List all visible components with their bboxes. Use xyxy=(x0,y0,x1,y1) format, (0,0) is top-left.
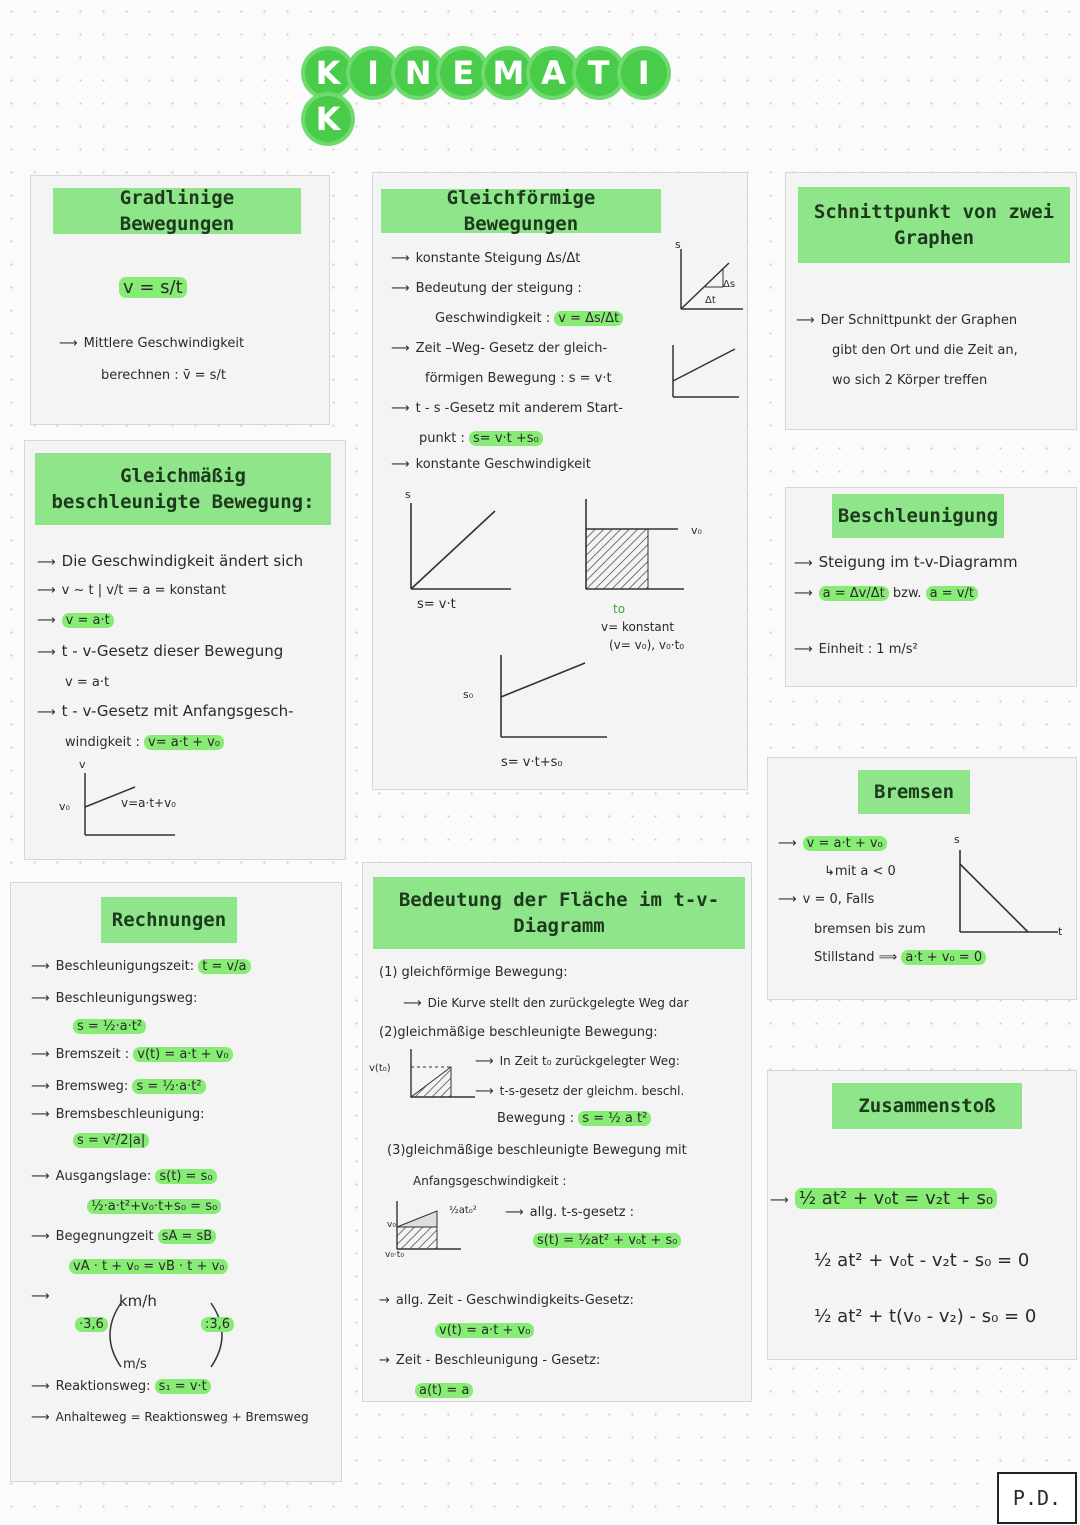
note-line: Bewegung : s = ½ a t² xyxy=(497,1109,651,1129)
note-line: ⟶ Zeit –Weg- Gesetz der gleich- xyxy=(391,341,608,356)
note-line: Anfangsgeschwindigkeit : xyxy=(413,1174,567,1188)
card-schnittpunkt xyxy=(785,172,1077,430)
title-letter: T xyxy=(576,50,622,96)
graph-braking xyxy=(954,846,1064,936)
note-line: Geschwindigkeit : v = Δs/Δt xyxy=(435,309,623,329)
note-line: (1) gleichförmige Bewegung: xyxy=(379,965,568,980)
note-line: ⟶ Die Kurve stellt den zurückgelegte Weg dar xyxy=(403,996,689,1011)
note-line: ⟶ v = a·t xyxy=(37,611,114,631)
note-line: ⟶ Bremsweg: s = ½·a·t² xyxy=(31,1077,206,1097)
graph-v-t-area xyxy=(578,495,688,595)
note-line: ⟶ Ausgangslage: s(t) = s₀ xyxy=(31,1167,217,1187)
axis-label: v₀ xyxy=(59,800,70,813)
note-line: ⟶ konstante Geschwindigkeit xyxy=(391,457,591,472)
graph-caption: s= v·t+s₀ xyxy=(501,755,563,770)
axis-label: Δt xyxy=(705,295,716,306)
card-zusammenstoss xyxy=(767,1070,1077,1360)
note-line: s = ½·a·t² xyxy=(73,1017,146,1037)
unit-label: :3,6 xyxy=(201,1315,234,1335)
card-header: Bremsen xyxy=(858,770,970,814)
card-bremsen xyxy=(767,757,1077,1000)
note-line: a(t) = a xyxy=(415,1381,473,1401)
note-line: windigkeit : v= a·t + v₀ xyxy=(65,733,224,753)
card-header: Gradlinige Bewegungen xyxy=(53,188,301,234)
note-line: Stillstand ⟹ a·t + v₀ = 0 xyxy=(814,948,986,968)
axis-label: v₀ xyxy=(691,524,702,537)
card-header: Beschleunigung xyxy=(832,494,1004,538)
axis-label: s xyxy=(954,833,960,846)
note-line: s = v²/2|a| xyxy=(73,1131,149,1151)
card-header: Zusammenstoß xyxy=(832,1083,1022,1129)
graph-area-accelerated xyxy=(407,1045,477,1101)
note-line: (3)gleichmäßige beschleunigte Bewegung mit xyxy=(387,1143,687,1158)
axis-label: v(t₀) xyxy=(369,1063,391,1074)
note-line: berechnen : v̄ = s/t xyxy=(101,368,226,383)
graph-caption: to xyxy=(613,602,626,616)
note-line: ⟶ a = Δv/Δt bzw. a = v/t xyxy=(794,584,978,604)
card-gleichmaessig-beschleunigt xyxy=(24,440,346,860)
note-line: ⟶ Bremszeit : v(t) = a·t + v₀ xyxy=(31,1045,233,1065)
unit-label: km/h xyxy=(119,1292,157,1310)
title-letter: K xyxy=(305,96,351,142)
note-line: s(t) = ½at² + v₀t + s₀ xyxy=(533,1231,681,1251)
graph-caption: (v= v₀), v₀·t₀ xyxy=(609,638,685,652)
card-header: Gleichförmige Bewegungen xyxy=(381,189,661,233)
note-line: ⟶ Bedeutung der steigung : xyxy=(391,281,582,296)
title-letter: E xyxy=(440,50,486,96)
note-line: vA · t + v₀ = vB · t + v₀ xyxy=(69,1257,228,1277)
note-line: ⟶ allg. t-s-gesetz : xyxy=(505,1205,635,1220)
card-gradlinige-bewegungen xyxy=(30,175,330,425)
note-line: ⟶ Mittlere Geschwindigkeit xyxy=(59,336,245,351)
axis-label: s xyxy=(405,488,411,501)
card-header: Gleichmäßig beschleunigte Bewegung: xyxy=(35,453,331,525)
unit-label: m/s xyxy=(123,1357,147,1372)
title-letter: M xyxy=(485,50,531,96)
note-line: ⟶ konstante Steigung Δs/Δt xyxy=(391,251,581,266)
note-line: ⟶ Der Schnittpunkt der Graphen xyxy=(796,313,1018,328)
note-line: ⟶ Bremsbeschleunigung: xyxy=(31,1107,205,1122)
card-header: Bedeutung der Fläche im t-v-Diagramm xyxy=(373,877,745,949)
title-letter: I xyxy=(621,50,667,96)
note-line: ½ at² + t(v₀ - v₂) - s₀ = 0 xyxy=(814,1306,1037,1327)
note-line: ⟶ t - v-Gesetz mit Anfangsgesch- xyxy=(37,702,294,720)
note-line: ⟶ Reaktionsweg: s₁ = v·t xyxy=(31,1377,211,1397)
unit-label: ·3,6 xyxy=(75,1315,108,1335)
graph-caption: v=a·t+v₀ xyxy=(121,796,176,810)
note-line: ⟶ Anhalteweg = Reaktionsweg + Bremsweg xyxy=(31,1410,309,1425)
note-line: ⟶ Beschleunigungsweg: xyxy=(31,991,198,1006)
title-letter: A xyxy=(530,50,576,96)
formula-speed: v = s/t xyxy=(119,278,187,298)
note-line: ⟶ t - v-Gesetz dieser Bewegung xyxy=(37,642,284,660)
note-line: bremsen bis zum xyxy=(814,922,926,937)
axis-label: v₀ xyxy=(387,1220,396,1230)
note-line: förmigen Bewegung : s = v·t xyxy=(425,371,612,386)
note-line: v(t) = a·t + v₀ xyxy=(435,1321,534,1341)
note-line: ⟶ v = a·t + v₀ xyxy=(778,834,887,854)
page-title xyxy=(305,50,705,138)
axis-label: v xyxy=(79,758,86,771)
card-header: Rechnungen xyxy=(101,897,237,943)
card-beschleunigung xyxy=(785,487,1077,687)
axis-label: s xyxy=(675,238,681,251)
note-line: ⟶ t-s-gesetz der gleichm. beschl. xyxy=(475,1084,685,1099)
note-line: ½·a·t²+v₀·t+s₀ = s₀ xyxy=(87,1197,221,1217)
note-line: ⟶ t - s -Gesetz mit anderem Start- xyxy=(391,401,623,416)
note-line: ⟶ Steigung im t-v-Diagramm xyxy=(794,553,1018,571)
note-line: ⟶ v = 0, Falls xyxy=(778,892,875,907)
note-line: ⟶ v ~ t | v/t = a = konstant xyxy=(37,583,227,598)
axis-label: s₀ xyxy=(463,688,474,701)
graph-s-t xyxy=(401,499,511,594)
note-line: → Zeit - Beschleunigung - Gesetz: xyxy=(379,1353,601,1368)
note-line: ⟶ Einheit : 1 m/s² xyxy=(794,642,918,657)
note-line: → allg. Zeit - Geschwindigkeits-Gesetz: xyxy=(379,1293,634,1308)
graph-caption: v= konstant xyxy=(601,620,675,634)
axis-label: v₀·t₀ xyxy=(385,1250,404,1260)
axis-label: t xyxy=(1058,925,1063,938)
graph-s-t-offset xyxy=(491,651,611,743)
card-header: Schnittpunkt von zwei Graphen xyxy=(798,187,1070,263)
note-line: ⟶ ½ at² + v₀t = v₂t + s₀ xyxy=(770,1189,997,1211)
graph-s-t-offset-small xyxy=(665,341,745,401)
note-line: punkt : s= v·t +s₀ xyxy=(419,429,543,449)
note-line: ⟶ Die Geschwindigkeit ändert sich xyxy=(37,552,304,570)
card-flaeche xyxy=(362,862,752,1402)
title-letter: I xyxy=(350,50,396,96)
note-line: v = a·t xyxy=(65,675,110,690)
note-line: ⟶ Beschleunigungszeit: t = v/a xyxy=(31,957,251,977)
title-letter: K xyxy=(305,50,351,96)
note-line: ½ at² + v₀t - v₂t - s₀ = 0 xyxy=(814,1250,1030,1271)
signature-box: P.D. xyxy=(997,1472,1077,1524)
graph-caption: s= v·t xyxy=(417,597,456,612)
note-line: (2)gleichmäßige beschleunigte Bewegung: xyxy=(379,1025,658,1040)
note-line: ⟶ Begegnungzeit sA = sB xyxy=(31,1227,216,1247)
note-line: ↳mit a < 0 xyxy=(824,864,896,879)
note-line: gibt den Ort und die Zeit an, xyxy=(832,343,1018,358)
note-line: wo sich 2 Körper treffen xyxy=(832,373,988,388)
title-letter: N xyxy=(395,50,441,96)
note-line: ⟶ In Zeit t₀ zurückgelegter Weg: xyxy=(475,1054,680,1069)
card-gleichfoermige-bewegungen xyxy=(372,172,748,790)
axis-label: Δs xyxy=(723,279,736,290)
axis-label: ½at₀² xyxy=(449,1205,477,1216)
card-rechnungen xyxy=(10,882,342,1482)
arrow: ⟶ xyxy=(31,1289,50,1304)
